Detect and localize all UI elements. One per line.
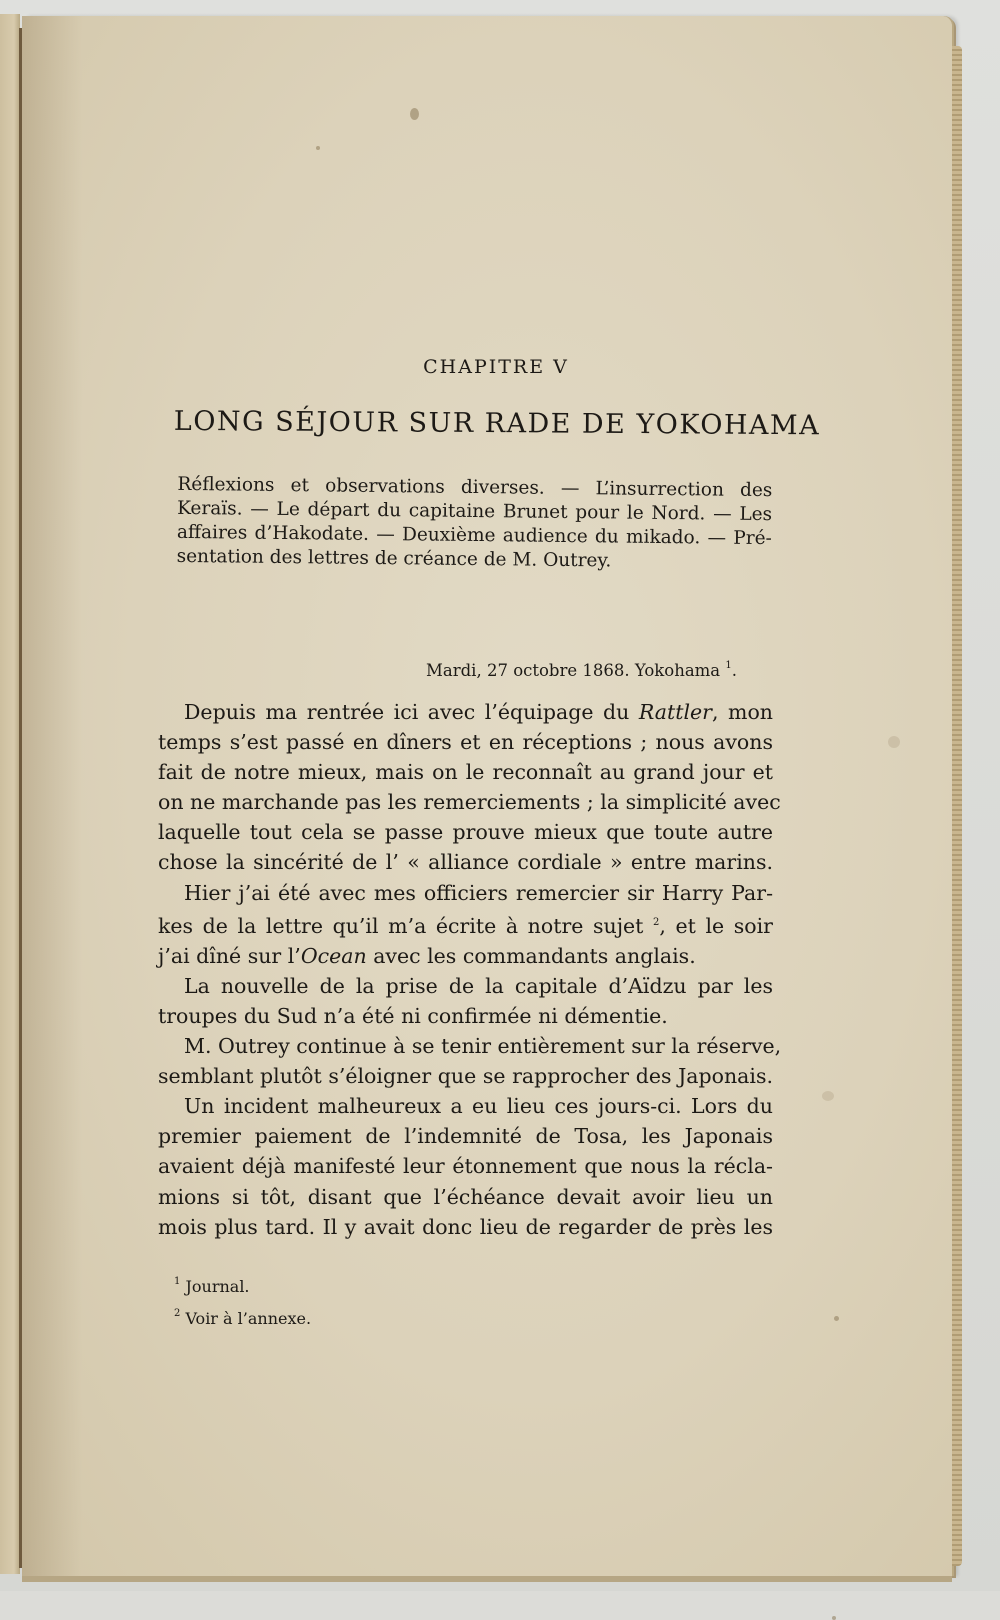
paragraph-line: mions si tôt, disant que l’échéance devait avoir lieu un — [158, 1184, 773, 1209]
paragraph-line — [158, 941, 773, 971]
footnote — [174, 1300, 311, 1332]
paper-speck — [888, 736, 900, 748]
paper-speck — [832, 1616, 836, 1620]
paragraph-line: avaient déjà manifesté leur étonnement que nous la récla- — [158, 1154, 773, 1179]
text-run: , mon — [711, 700, 773, 724]
footnote-mark: 2 — [174, 1308, 181, 1319]
paragraph-line: fait de notre mieux, mais on le reconnaît au grand jour et — [158, 760, 773, 785]
footnote — [174, 1268, 311, 1300]
paragraph-line: M. Outrey continue à se tenir entièrement sur la réserve, — [184, 1034, 782, 1059]
chapter-number: CHAPITRE V — [423, 356, 569, 378]
footnotes — [174, 1268, 311, 1332]
chapter-summary — [177, 473, 773, 575]
ship-name: Rattler — [638, 700, 712, 724]
dateline-text: Mardi, 27 octobre 1868. Yokohama — [426, 661, 721, 680]
footnote-ref: 2 — [653, 916, 660, 928]
paragraph-line: semblant plutôt s’éloigner que se rapprocher des Japonais. — [158, 1064, 773, 1089]
paper-speck — [410, 108, 419, 120]
page-fore-edge — [952, 46, 962, 1566]
footnote-text: Voir à l’annexe. — [185, 1309, 312, 1328]
dateline — [426, 660, 737, 680]
paragraph-line: Un incident malheureux a eu lieu ces jours-ci. Lors du — [184, 1094, 773, 1119]
paragraph-line: laquelle tout cela se passe prouve mieux que toute autre — [158, 820, 773, 845]
footnote-ref: 1 — [725, 660, 732, 671]
body-text — [158, 697, 782, 1242]
text-run: j’ai dîné sur l’ — [158, 943, 301, 968]
paragraph-line: premier paiement de l’indemnité de Tosa, les Japonais — [158, 1124, 773, 1149]
footnote-mark: 1 — [174, 1276, 181, 1287]
paragraph-line: chose la sincérité de l’ « alliance cordiale » entre marins. — [158, 850, 773, 875]
paper-speck — [822, 1091, 834, 1101]
summary-line: sentation des lettres de créance de M. Outrey. — [176, 545, 612, 572]
text-run: kes de la lettre qu’il m’a écrite à notre sujet — [158, 913, 644, 938]
paper-speck — [834, 1316, 839, 1321]
book-page — [22, 16, 952, 1576]
text-run: Depuis ma rentrée ici avec l’équipage du — [184, 700, 639, 724]
paper-speck — [316, 146, 320, 150]
facing-page-edge — [0, 14, 20, 1574]
text-run: avec les commandants anglais. — [366, 943, 696, 968]
text-run: , et le soir — [659, 913, 773, 938]
dateline-end: . — [731, 661, 738, 680]
paragraph-line: Hier j’ai été avec mes officiers remercier sir Harry Par- — [184, 880, 773, 905]
paragraph-line: mois plus tard. Il y avait donc lieu de regarder de près les — [158, 1214, 773, 1239]
footnote-text: Journal. — [185, 1277, 250, 1296]
paragraph-line — [158, 697, 773, 727]
summary-line: affaires d’Hakodate. — Deuxième audience du mikado. — Pré- — [176, 521, 772, 550]
chapter-title: LONG SÉJOUR SUR RADE DE YOKOHAMA — [173, 405, 821, 442]
summary-line: Réflexions et observations diverses. — L’insurrection des — [177, 473, 773, 502]
paragraph-line: troupes du Sud n’a été ni confirmée ni démentie. — [158, 1003, 668, 1028]
ship-name: Ocean — [300, 943, 367, 968]
page-bottom-edge — [22, 1576, 952, 1582]
paragraph-line — [158, 908, 773, 941]
paragraph-line: La nouvelle de la prise de la capitale d’Aïdzu par les — [184, 973, 773, 998]
summary-line: Keraïs. — Le départ du capitaine Brunet pour le Nord. — Les — [177, 497, 773, 526]
gutter-shadow — [22, 16, 82, 1576]
paragraph-line: on ne marchande pas les remerciements ; la simplicité avec — [158, 790, 781, 815]
paragraph-line: temps s’est passé en dîners et en réceptions ; nous avons — [158, 730, 773, 755]
